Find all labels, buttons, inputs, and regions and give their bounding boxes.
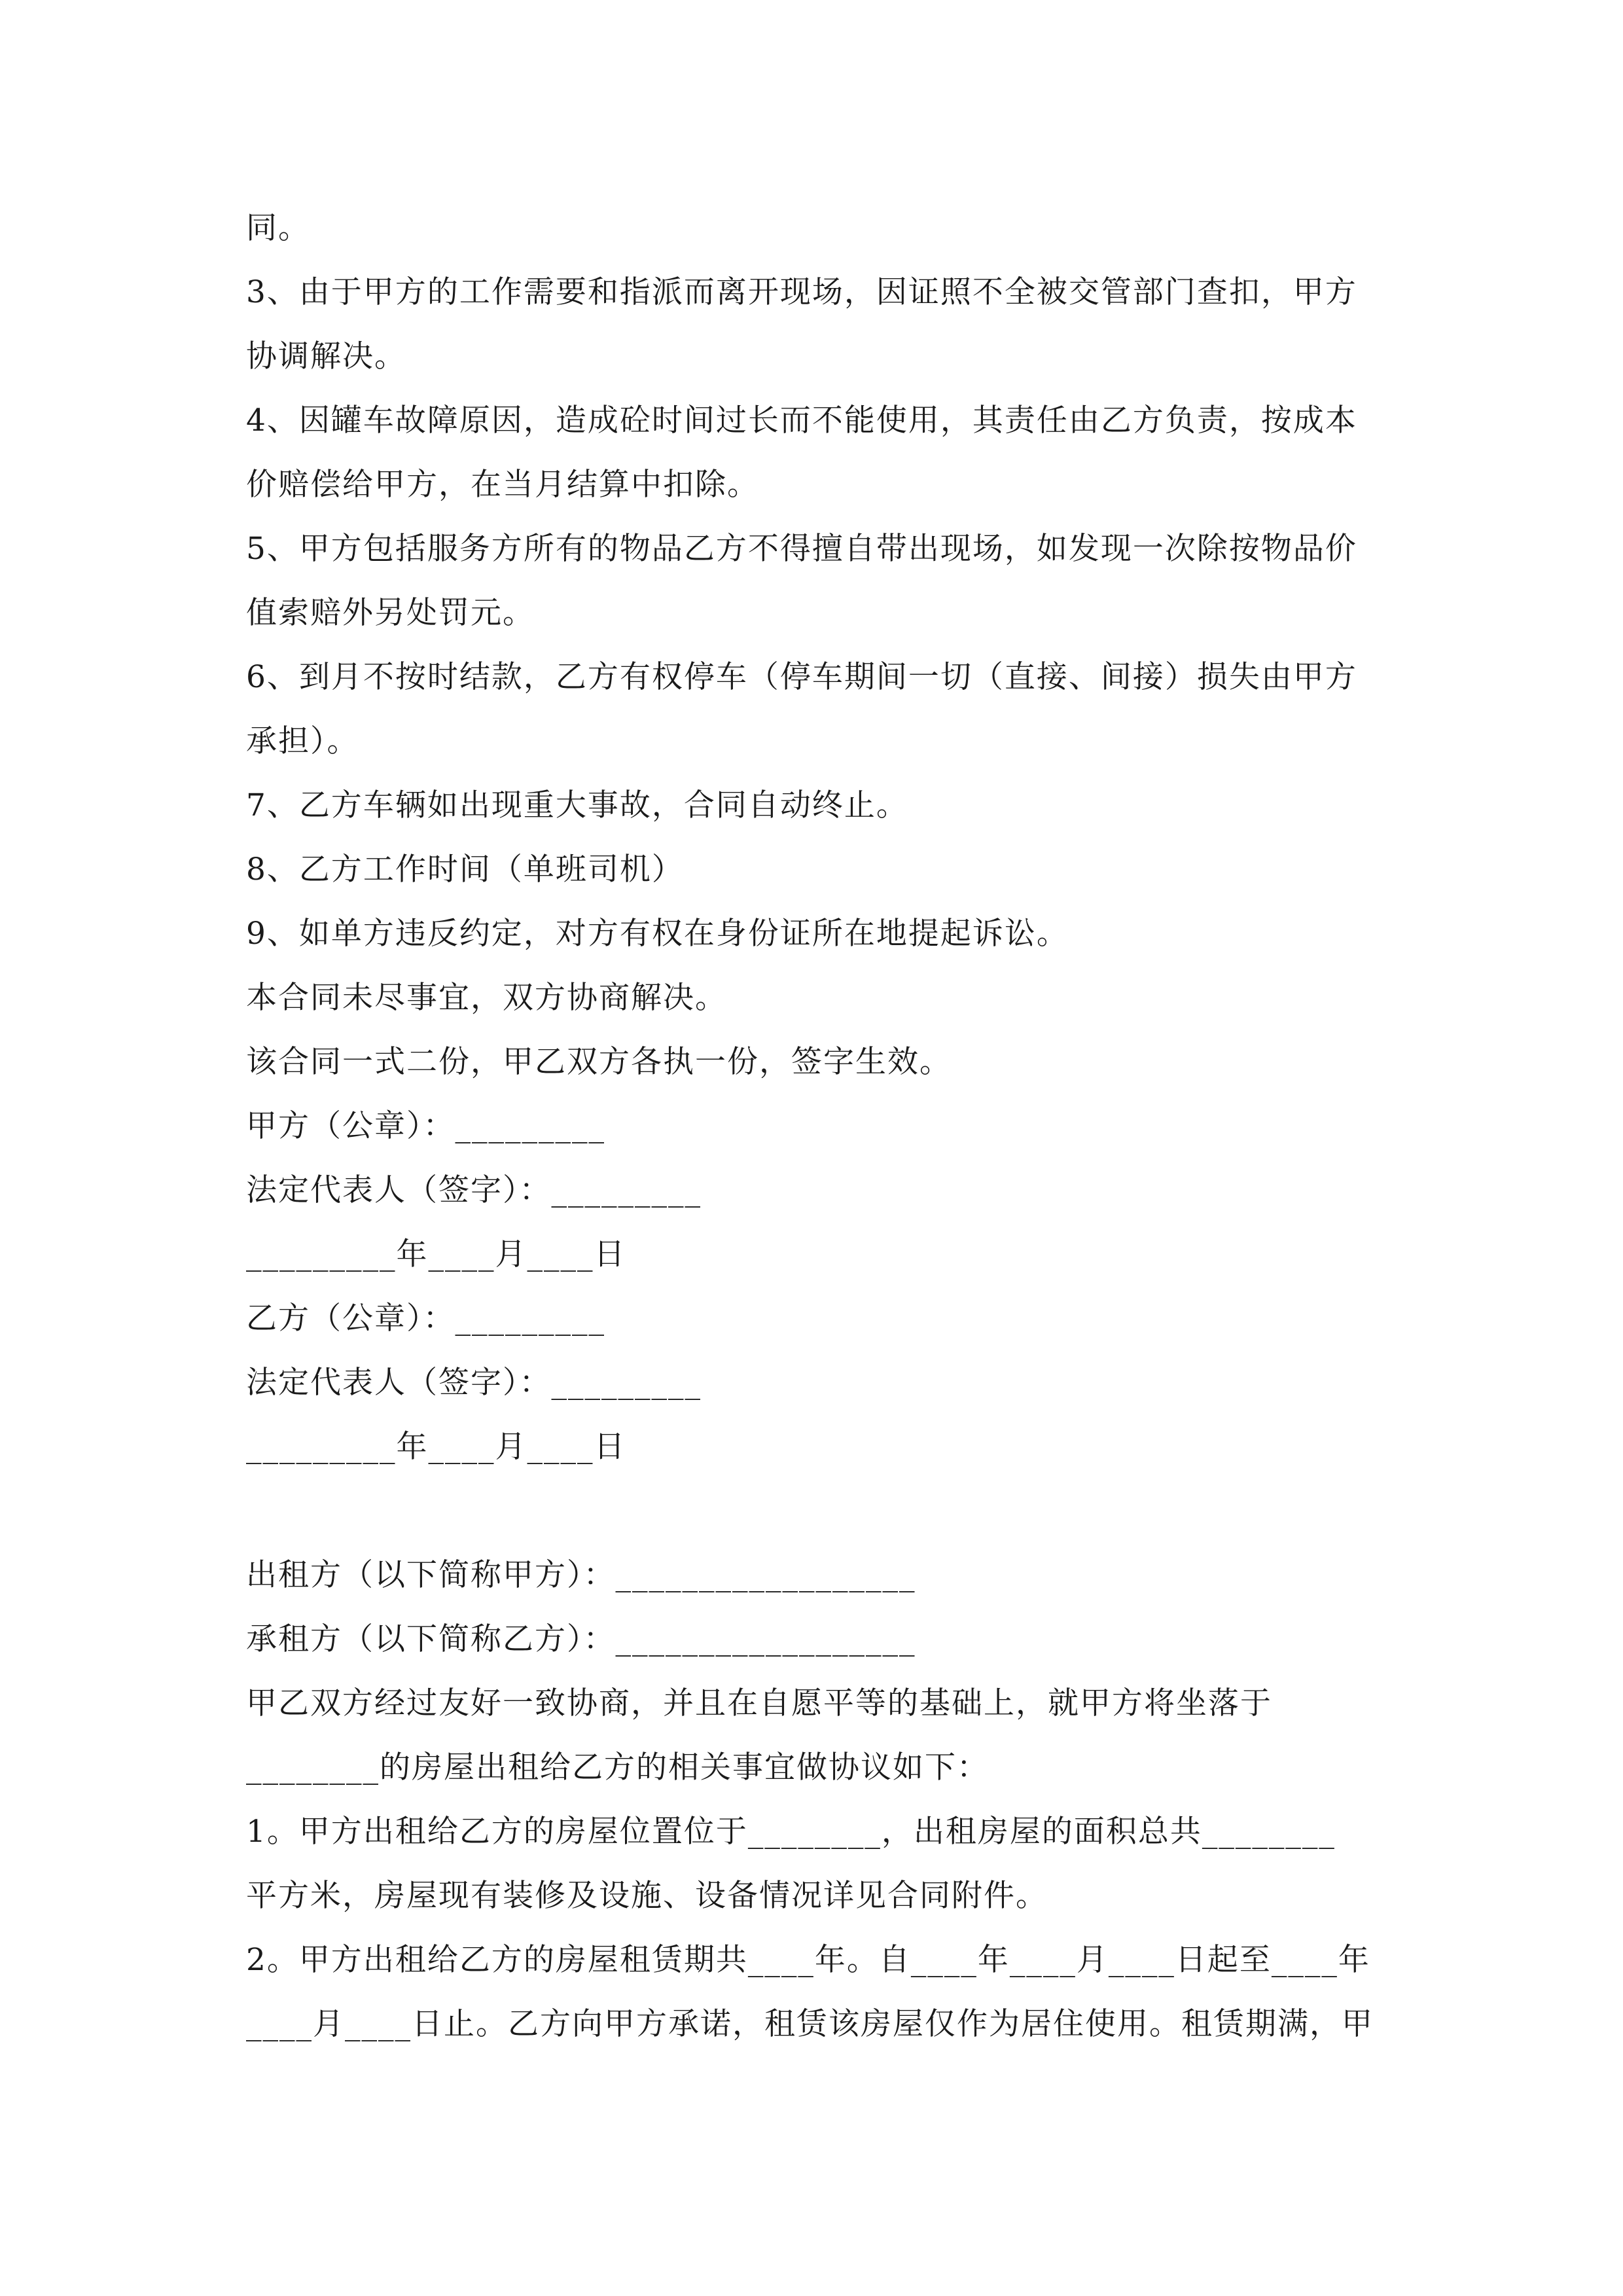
signature-line-representative-b: 法定代表人（签字）：_________ <box>246 1365 702 1401</box>
text-line: 1。甲方出租给乙方的房屋位置位于________，出租房屋的面积总共________ <box>246 1814 1336 1850</box>
signature-line-representative-a: 法定代表人（签字）：_________ <box>246 1172 702 1208</box>
text-line: 8、乙方工作时间（单班司机） <box>246 852 684 888</box>
text-line: 4、因罐车故障原因，造成砼时间过长而不能使用，其责任由乙方负责，按成本 <box>246 403 1357 439</box>
text-line: 该合同一式二份，甲乙双方各执一份，签字生效。 <box>246 1044 952 1080</box>
lessor-line: 出租方（以下简称甲方）：__________________ <box>246 1557 916 1593</box>
text-line: 3、由于甲方的工作需要和指派而离开现场，因证照不全被交管部门查扣，甲方 <box>246 274 1357 310</box>
text-line: 6、到月不按时结款，乙方有权停车（停车期间一切（直接、间接）损失由甲方 <box>246 659 1357 695</box>
text-line: 2。甲方出租给乙方的房屋租赁期共____年。自____年____月____日起至____年 <box>246 1942 1370 1978</box>
section-gap <box>246 1479 1378 1543</box>
text-line: 甲乙双方经过友好一致协商，并且在自愿平等的基础上，就甲方将坐落于 <box>246 1685 1272 1721</box>
signature-line-party-a: 甲方（公章）：_________ <box>246 1108 605 1144</box>
text-line: 协调解决。 <box>246 338 406 374</box>
lessee-line: 承租方（以下简称乙方）：__________________ <box>246 1621 916 1657</box>
text-line: ____月____日止。乙方向甲方承诺，租赁该房屋仅作为居住使用。租赁期满，甲 <box>246 2006 1374 2042</box>
signature-line-party-b: 乙方（公章）：_________ <box>246 1300 605 1336</box>
text-line: 5、甲方包括服务方所有的物品乙方不得擅自带出现场，如发现一次除按物品价 <box>246 531 1357 567</box>
text-line: 7、乙方车辆如出现重大事故，合同自动终止。 <box>246 787 908 823</box>
text-line: 价赔偿给甲方，在当月结算中扣除。 <box>246 467 759 503</box>
text-line: 值索赔外另处罚元。 <box>246 595 535 631</box>
text-line: 承担）。 <box>246 723 359 759</box>
text-line: 同。 <box>246 210 310 246</box>
date-line-b: _________年____月____日 <box>246 1429 626 1465</box>
date-line-a: _________年____月____日 <box>246 1236 626 1272</box>
text-line: 平方米，房屋现有装修及设施、设备情况详见合同附件。 <box>246 1878 1048 1914</box>
text-line: ________的房屋出租给乙方的相关事宜做协议如下： <box>246 1749 989 1785</box>
document-body <box>246 196 1378 2056</box>
text-line: 9、如单方违反约定，对方有权在身份证所在地提起诉讼。 <box>246 916 1069 952</box>
text-line: 本合同未尽事宜，双方协商解决。 <box>246 980 727 1016</box>
